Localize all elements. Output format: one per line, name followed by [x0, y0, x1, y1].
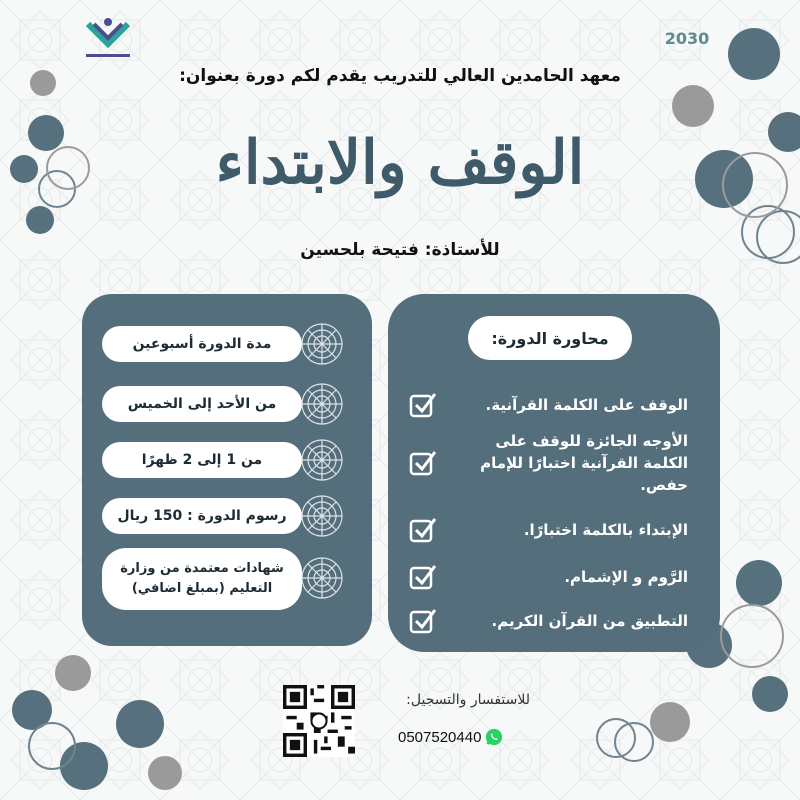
decor-dot: [768, 112, 800, 152]
phone-number[interactable]: 0507520440: [398, 728, 482, 746]
detail-pill-days: من الأحد إلى الخميس: [102, 386, 302, 422]
circular-rosette-icon: [300, 322, 344, 366]
decor-dot: [148, 756, 182, 790]
decor-dot: [650, 702, 690, 742]
course-title: الوقف والابتداء: [215, 128, 585, 198]
decor-dot: [752, 676, 788, 712]
axes-heading: محاورة الدورة:: [468, 316, 632, 360]
axis-item: التطبيق من القرآن الكريم.: [400, 606, 700, 636]
decor-dot: [30, 70, 56, 96]
axis-item: الوقف على الكلمة القرآنية.: [400, 390, 700, 420]
decor-dot: [10, 155, 38, 183]
check-box-icon: [408, 448, 438, 478]
decor-dot: [26, 206, 54, 234]
contact-label: للاستفسار والتسجيل:: [406, 692, 530, 708]
institute-logo: [78, 14, 138, 64]
decor-dot: [55, 655, 91, 691]
contact-phone[interactable]: [398, 728, 518, 746]
decor-dot: [28, 115, 64, 151]
check-box-icon: [408, 606, 438, 636]
decor-dot: [116, 700, 164, 748]
detail-pill-duration: مدة الدورة أسبوعين: [102, 326, 302, 362]
check-box-icon: [408, 562, 438, 592]
detail-pill-time: من 1 إلى 2 ظهرًا: [102, 442, 302, 478]
circular-rosette-icon: [300, 438, 344, 482]
decor-dot: [736, 560, 782, 606]
axis-item: الإبتداء بالكلمة اختبارًا.: [400, 515, 700, 545]
circular-rosette-icon: [300, 494, 344, 538]
decor-ring: [720, 604, 784, 668]
decor-ring: [614, 722, 654, 762]
check-box-icon: [408, 390, 438, 420]
qr-code-icon[interactable]: [283, 685, 355, 757]
decor-ring: [28, 722, 76, 770]
vision-2030-logo: [655, 14, 719, 64]
decor-dot: [672, 85, 714, 127]
axis-item: الأوجه الجائزة للوقف على الكلمة القرآنية اختبارًا للإمام حفص.: [400, 430, 700, 496]
decor-ring: [46, 146, 90, 190]
circular-rosette-icon: [300, 556, 344, 600]
check-box-icon: [408, 515, 438, 545]
vision-2030-text: 2030: [664, 29, 710, 48]
circular-rosette-icon: [300, 382, 344, 426]
detail-pill-certificate: شهادات معتمدة من وزارة التعليم (بمبلغ اضافي): [102, 548, 302, 610]
detail-pill-fee: رسوم الدورة : 150 ريال: [102, 498, 302, 534]
intro-heading: معهد الحامدين العالي للتدريب يقدم لكم دورة بعنوان:: [179, 66, 621, 86]
axis-item: الرَّوم و الإشمام.: [400, 562, 700, 592]
decor-dot: [728, 28, 780, 80]
decor-ring: [722, 152, 788, 218]
teacher-name: للأستاذة: فتيحة بلحسين: [300, 240, 500, 260]
whatsapp-icon: [485, 728, 503, 746]
